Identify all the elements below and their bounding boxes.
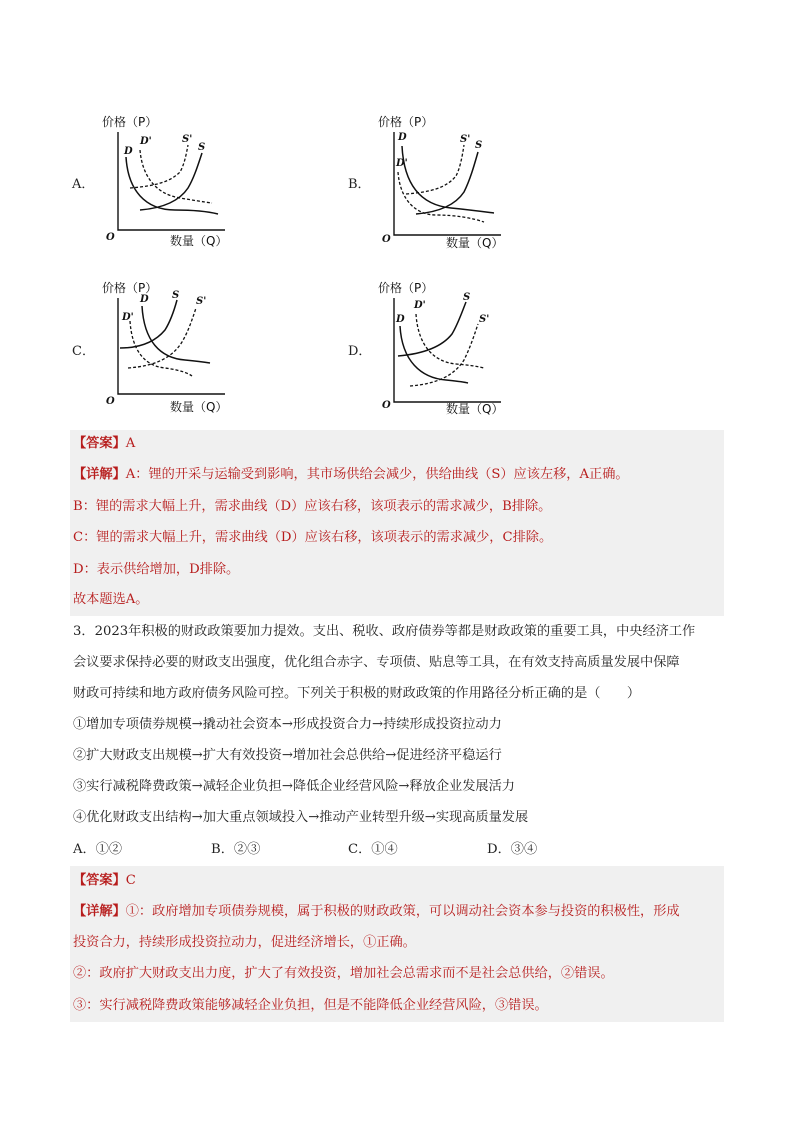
detail-line: 投资合力，持续形成投资拉动力，促进经济增长，①正确。: [73, 935, 416, 950]
statement: ①增加专项债券规模→撬动社会资本→形成投资合力→持续形成投资拉动力: [73, 717, 502, 732]
answer-value: A: [125, 436, 136, 451]
detail-line: ②：政府扩大财政支出力度，扩大了有效投资，增加社会总需求而不是社会总供给，②错误。: [73, 966, 614, 981]
detail-line: ③：实行减税降费政策能够减轻企业负担，但是不能降低企业经营风险，③错误。: [73, 998, 548, 1013]
choice-b: B．②③: [211, 842, 261, 857]
supply-curve-s-prime: [410, 324, 478, 386]
demand-curve-d: [126, 157, 218, 214]
x-axis-label: 数量（Q）: [170, 400, 228, 414]
label-d-prime: D': [396, 158, 408, 169]
demand-curve-d-prime: [130, 321, 192, 376]
question-text: 会议要求保持必要的财政支出强度，优化组合赤字、专项债、贴息等工具，在有效支持高质量发展中保障: [73, 655, 680, 670]
supply-curve-s: [120, 300, 177, 348]
label-d-prime: D': [122, 312, 134, 323]
demand-curve-d: [402, 146, 494, 213]
y-axis-label: 价格（P）: [102, 115, 158, 129]
supply-curve-s-prime: [128, 308, 196, 368]
graph-d: [376, 276, 576, 420]
label-d-prime: D': [414, 300, 426, 311]
label-s-prime: S': [196, 296, 207, 307]
choice-c: C．①④: [348, 842, 398, 857]
detail-line: 故本题选A。: [73, 592, 149, 607]
origin-label: O: [106, 396, 115, 407]
detail-line: C：锂的需求大幅上升，需求曲线（D）应该右移，该项表示的需求减少，C排除。: [73, 530, 553, 545]
supply-curve-s-prime: [130, 145, 188, 188]
supply-curve-s: [416, 152, 478, 214]
label-s-prime: S': [460, 134, 471, 145]
graph-a: [100, 110, 300, 254]
y-axis-label: 价格（P）: [378, 281, 434, 295]
option-c-letter: C．: [72, 344, 95, 359]
origin-label: O: [106, 232, 115, 243]
y-axis-label: 价格（P）: [102, 281, 158, 295]
label-s: S: [463, 292, 471, 303]
question-text: 财政可持续和地方政府债务风险可控。下列关于积极的财政政策的作用路径分析正确的是（ ）: [73, 686, 641, 701]
label-d: D: [140, 294, 149, 305]
label-d-prime: D': [140, 136, 152, 147]
axes: [118, 298, 225, 394]
label-s: S: [475, 140, 483, 151]
answer-tag: 【答案】: [73, 436, 126, 451]
statement: ④优化财政支出结构→加大重点领域投入→推动产业转型升级→实现高质量发展: [73, 810, 529, 825]
label-d: D: [124, 146, 133, 157]
answer-value: C: [125, 873, 136, 888]
answer-line: [73, 434, 135, 454]
detail-line: [73, 465, 629, 485]
label-s-prime: S': [479, 314, 490, 325]
x-axis-label: 数量（Q）: [170, 234, 228, 248]
origin-label: O: [382, 234, 391, 245]
detail-line: [73, 902, 680, 922]
choice-d: D．③④: [487, 842, 538, 857]
supply-curve-s: [140, 153, 202, 210]
label-s: S: [198, 142, 206, 153]
graph-b: [376, 110, 576, 254]
statement: ②扩大财政支出规模→扩大有效投资→增加社会总供给→促进经济平稳运行: [73, 748, 502, 763]
detail-line: D：表示供给增加，D排除。: [73, 562, 240, 577]
demand-curve-d: [142, 306, 210, 363]
x-axis-label: 数量（Q）: [446, 236, 504, 250]
answer-line: [73, 871, 136, 891]
detail-text: ①：政府增加专项债券规模，属于积极的财政政策，可以调动社会资本参与投资的积极性，形成: [125, 904, 680, 919]
option-d-letter: D．: [348, 344, 372, 359]
origin-label: O: [382, 400, 391, 411]
label-d: D: [396, 314, 405, 325]
demand-curve-d-prime: [416, 314, 484, 368]
detail-line: B：锂的需求大幅上升，需求曲线（D）应该右移，该项表示的需求减少，B排除。: [73, 499, 552, 514]
option-a-letter: A．: [72, 177, 95, 192]
detail-text: A：锂的开采与运输受到影响，其市场供给会减少，供给曲线（S）应该左移，A正确。: [125, 467, 629, 482]
label-d: D: [398, 132, 407, 143]
axes: [394, 132, 501, 235]
answer-tag: 【答案】: [73, 873, 126, 888]
graph-c: [100, 276, 300, 420]
axes: [118, 132, 225, 230]
detail-tag: 【详解】: [73, 904, 126, 919]
x-axis-label: 数量（Q）: [446, 402, 504, 416]
statement: ③实行减税降费政策→减轻企业负担→降低企业经营风险→释放企业发展活力: [73, 779, 515, 794]
demand-curve-d-prime: [398, 172, 484, 222]
label-s: S: [172, 290, 180, 301]
detail-tag: 【详解】: [73, 467, 126, 482]
y-axis-label: 价格（P）: [378, 115, 434, 129]
supply-curve-s-prime: [406, 145, 464, 194]
label-s-prime: S': [182, 134, 193, 145]
demand-curve-d-prime: [140, 150, 212, 203]
supply-curve-s: [398, 302, 466, 356]
answer-block-1: [70, 430, 724, 616]
question-text: 3．2023年积极的财政政策要加力提效。支出、税收、政府债券等都是财政政策的重要工具，中央经济工作: [73, 624, 696, 639]
choice-a: A．①②: [73, 842, 123, 857]
option-b-letter: B．: [348, 177, 371, 192]
